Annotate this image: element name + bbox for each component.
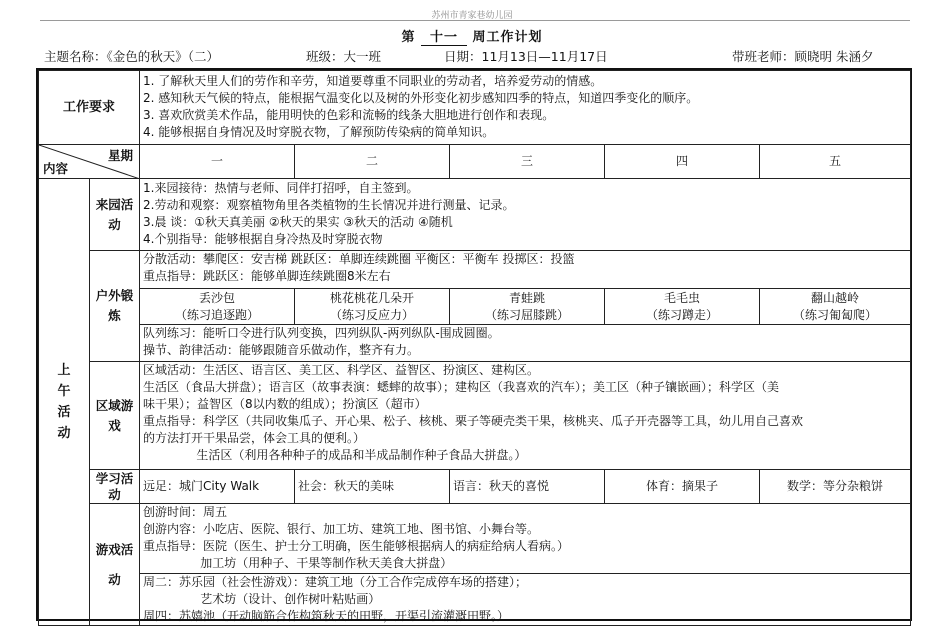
title-suffix: 周工作计划 [472,30,543,45]
weekly-plan-table [38,70,911,626]
study-tuesday: 社会：秋天的美味 [295,470,450,504]
page-header-text: 苏州市青家巷幼儿园 [431,11,513,21]
play-line: 艺术坊（设计、创作树叶粘贴画） [143,592,381,606]
outdoor-top-content [140,251,911,289]
requirement-item: 4. 能够根据自身情况及时穿脱衣物，了解预防传染病的简单知识。 [143,125,495,139]
outdoor-game-wednesday [450,289,605,325]
week-label: 星期 [108,148,134,163]
game-note: （练习反应力） [330,307,415,322]
theme-name: 主题名称：《金色的秋天》（二） [44,49,220,64]
page-title [0,26,944,46]
study-monday: 远足：城门City Walk [140,470,295,504]
play-line: 周二：苏乐园（社会性游戏）：建筑工地（分工合作完成停车场的搭建）； [143,575,528,589]
info-row [44,47,904,64]
page-header-rule [40,20,910,21]
day-header-tuesday: 二 [295,145,450,179]
play-activity-label: 游戏活动 [90,504,140,626]
requirement-item: 2. 感知秋天气候的特点，能根据气温变化以及树的外形变化初步感知四季的特点，知道四季变化的顺序。 [143,91,699,105]
weekday-content-header [39,145,140,179]
area-line: 重点指导：科学区（共同收集瓜子、开心果、松子、核桃、栗子等硬壳类干果，核桃夹、瓜子开壳器等工具，幼儿用自己喜欢 [143,414,804,428]
game-note: （练习匍匐爬） [793,307,878,322]
outdoor-game-friday [760,289,911,325]
study-wednesday: 语言：秋天的喜悦 [450,470,605,504]
class-name: 班级：大一班 [306,49,382,64]
requirement-item: 1. 了解秋天里人们的劳作和辛劳，知道要尊重不同职业的劳动者，培养爱劳动的情感。 [143,74,603,88]
outdoor-bottom-content [140,325,911,362]
game-name: 翻山越岭 [811,290,860,305]
arrival-line: 3.晨 谈：①秋天真美丽 ②秋天的果实 ③秋天的活动 ④随机 [143,215,453,229]
content-label: 内容 [43,161,69,176]
arrival-activity-content [140,179,911,251]
area-line: 味干果）；益智区（8以内数的组成）；扮演区（超市） [143,397,427,411]
game-name: 青蛙跳 [509,290,546,305]
outdoor-line: 队列练习：能听口令进行队列变换，四列纵队-两列纵队-围成圆圈。 [143,326,500,340]
work-requirements-label: 工作要求 [39,71,140,145]
area-line: 的方法打开干果品尝，体会工具的便利。） [143,431,366,445]
game-name: 桃花桃花几朵开 [330,290,415,305]
play-line: 创游时间：周五 [143,505,228,519]
requirement-item: 3. 喜欢欣赏美术作品，能用明快的色彩和流畅的线条大胆地进行创作和表现。 [143,108,555,122]
study-friday: 数学：等分杂粮饼 [760,470,911,504]
game-note: （练习屈膝跳） [485,307,570,322]
outdoor-line: 分散活动：攀爬区：安吉梯 跳跃区：单脚连续跳圈 平衡区：平衡车 投掷区：投篮 [143,252,575,266]
area-line: 生活区（利用各种种子的成品和半成品制作种子食品大拼盘。） [143,448,527,462]
play-line: 周四：苏嬉池（开动脑筋合作构筑秋天的田野，开渠引流灌溉田野。） [143,609,510,623]
outdoor-line: 操节、韵律活动：能够跟随音乐做动作，整齐有力。 [143,343,420,357]
outdoor-game-tuesday [295,289,450,325]
title-week-number: 十一 [421,26,467,46]
play-top-content [140,504,911,574]
arrival-line: 4.个别指导：能够根据自身冷热及时穿脱衣物 [143,232,383,246]
study-thursday: 体育：摘果子 [605,470,760,504]
arrival-line: 2.劳动和观察：观察植物角里各类植物的生长情况并进行测量、记录。 [143,198,515,212]
morning-activities-label [39,179,90,626]
outdoor-game-monday [140,289,295,325]
date-range: 日期：11月13日—11月17日 [444,49,608,64]
play-line: 重点指导：医院（医生、护士分工明确，医生能够根据病人的病症给病人看病。） [143,539,570,553]
arrival-activity-label: 来园活动 [90,179,140,251]
outdoor-game-thursday [605,289,760,325]
morning-label-char: 动 [57,426,71,441]
play-line: 加工坊（用种子、干果等制作秋天美食大拼盘） [143,556,453,570]
title-prefix: 第 [401,30,416,45]
area-line: 区域活动：生活区、语言区、美工区、科学区、益智区、扮演区、建构区。 [143,363,540,377]
area-line: 生活区（食品大拼盘）；语言区（故事表演：蟋蟀的故事）；建构区（我喜欢的汽车）；美工区（种子镶嵌画）；科学区（美 [143,380,780,394]
morning-label-char: 上 [57,363,71,378]
play-line: 创游内容：小吃店、医院、银行、加工坊、建筑工地、图书馆、小舞台等。 [143,522,540,536]
outdoor-line: 重点指导：跳跃区：能够单脚连续跳圈8米左右 [143,269,391,283]
area-game-content [140,362,911,470]
day-header-thursday: 四 [605,145,760,179]
morning-label-char: 午 [57,384,71,399]
outdoor-exercise-label: 户外锻炼 [90,251,140,362]
teachers: 带班老师：顾晓明 朱涵夕 [732,49,874,64]
play-bottom-content [140,574,911,626]
study-activity-label: 学习活动 [90,470,140,504]
arrival-line: 1.来园接待：热情与老师、同伴打招呼，自主签到。 [143,181,419,195]
work-requirements-content [140,71,911,145]
game-name: 毛毛虫 [664,290,701,305]
area-game-label: 区域游戏 [90,362,140,470]
game-note: （练习蹲走） [646,307,719,322]
day-header-monday: 一 [140,145,295,179]
day-header-friday: 五 [760,145,911,179]
morning-label-char: 活 [57,405,71,420]
game-name: 丢沙包 [199,290,236,305]
day-header-wednesday: 三 [450,145,605,179]
game-note: （练习追逐跑） [175,307,260,322]
